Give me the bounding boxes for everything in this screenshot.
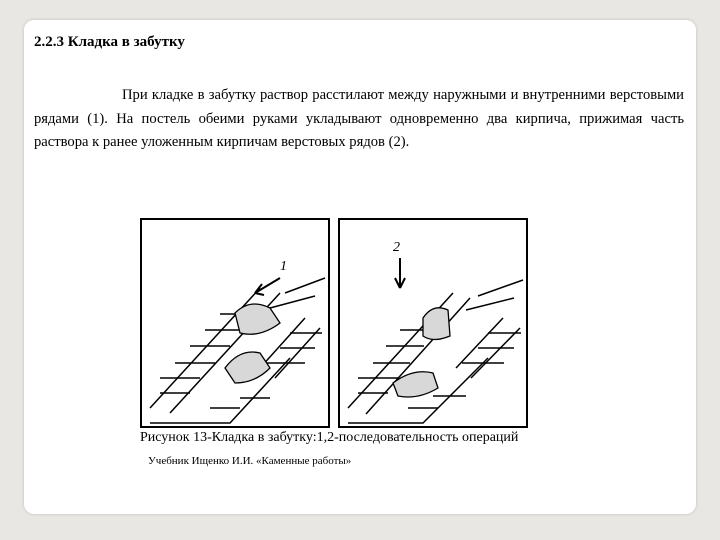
- body-paragraph: При кладке в забутку раствор расстилают между наружными и внутренними верстовыми рядами (1). На постель обеими руками укладывают одновременно два кирпича, прижимая часть раствора к ранее уложенным кирпичам верстовых рядов (2).: [34, 87, 684, 150]
- figure-caption: Рисунок 13-Кладка в забутку:1,2-последовательность операций: [140, 430, 519, 445]
- figure-label-1: 1: [280, 259, 287, 274]
- section-heading: 2.2.3 Кладка в забутку: [34, 34, 185, 50]
- figure-panel-step-2: [338, 218, 528, 428]
- figure-source: Учебник Ищенко И.И. «Каменные работы»: [148, 455, 352, 467]
- figure-label-2: 2: [393, 240, 400, 255]
- figure-panel-step-1: [140, 218, 330, 428]
- bricklaying-figure: [140, 218, 528, 438]
